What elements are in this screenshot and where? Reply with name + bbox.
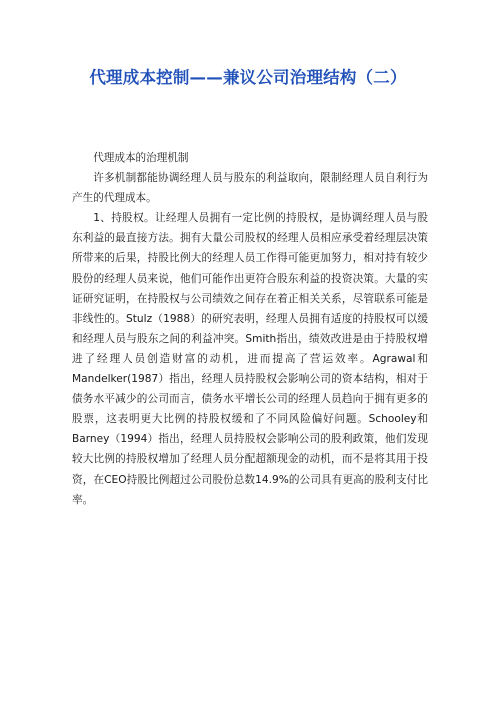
section-heading: 代理成本的治理机制 bbox=[93, 152, 189, 164]
document-title: 代理成本控制——兼议公司治理结构（二） bbox=[89, 68, 407, 87]
document-body bbox=[72, 148, 428, 510]
paragraph: 许多机制都能协调经理人员与股东的利益取向，限制经理人员自利行为产生的代理成本。 bbox=[72, 172, 428, 205]
paragraph: 1、持股权。让经理人员拥有一定比例的持股权，是协调经理人员与股东利益的最直接方法。拥有大量公司股权的经理人员相应承受着经理层决策所带来的后果，持股比例大的经理人员工作得可能更加努力，相对持有较少股份的经理人员来说，他们可能作出更符合股东利益的投资决策。大量的实证研究证明，在持股权与公司绩效之间存在着正相关关系，尽管联系可能是非线性的。Stulz（1988）的研究表明，经理人员拥有适度的持股权可以缓和经理人员与股东之间的利益冲突。Smith指出，绩效改进是由于持股权增进了经理人员创造财富的动机，进而提高了营运效率。Agrawal和Mandelker(1987）指出，经理人员持股权会影响公司的资本结构，相对于债务水平减少的公司而言，债务水平增长公司的经理人员趋向于拥有更多的股票，这表明更大比例的持股权缓和了不同风险偏好问题。Schooley和Barney（1994）指出，经理人员持股权会影响公司的股利政策，他们发现较大比例的持股权增加了经理人员分配超额现金的动机，而不是将其用于投资，在CEO持股比例超过公司股份总数14.9%的公司具有更高的股利支付比率。 bbox=[72, 212, 428, 506]
